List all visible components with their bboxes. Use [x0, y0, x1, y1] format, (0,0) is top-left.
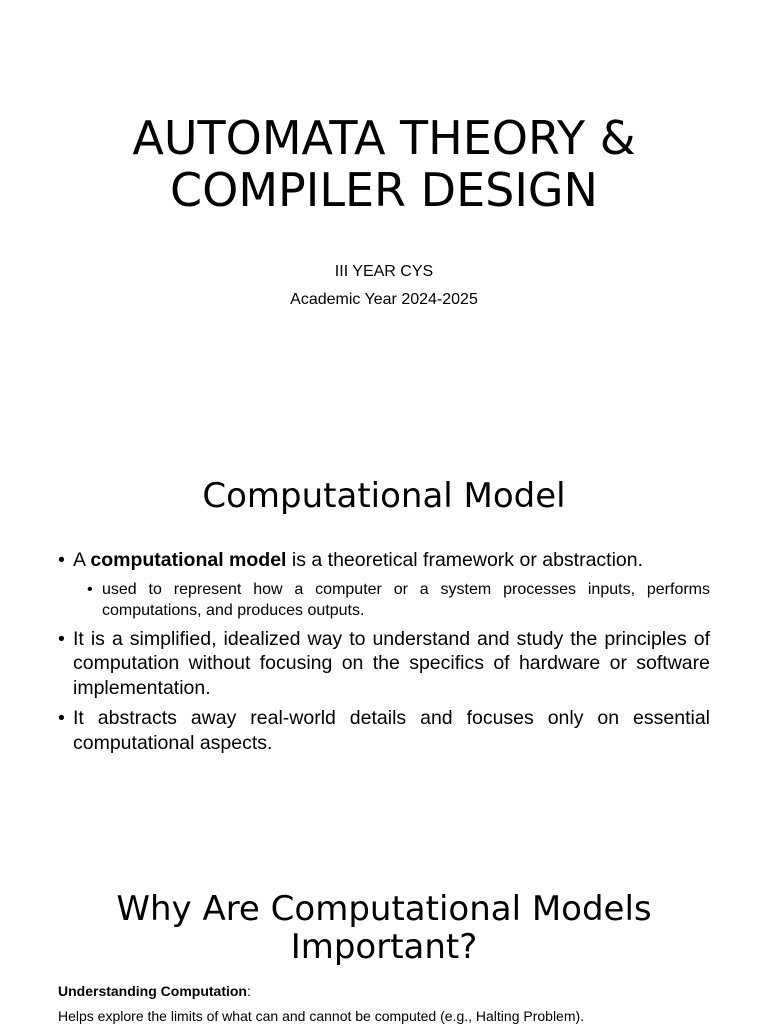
bullet-text: It abstracts away real-world details and focuses only on essential computational aspects.: [73, 707, 710, 754]
importance-slide: [0, 880, 768, 1024]
bullet-text: A: [73, 549, 91, 571]
slide-title: Computational Model: [202, 476, 566, 516]
title-slide: [0, 0, 768, 430]
slide-subtitle: III YEAR CYS: [334, 263, 434, 280]
sub-bullet-item: [87, 579, 710, 621]
bullet-item: [58, 706, 710, 755]
section-heading: [58, 983, 251, 999]
section-heading-colon: :: [247, 983, 251, 999]
slide-title-line1: AUTOMATA THEORY &: [132, 111, 636, 165]
section-text: Helps explore the limits of what can and cannot be computed (e.g., Halting Problem).: [58, 1008, 585, 1024]
slide-title: [0, 890, 768, 966]
academic-year: Academic Year 2024-2025: [290, 291, 478, 308]
bullet-text: is a theoretical framework or abstraction.: [286, 549, 644, 571]
slide-title-line2: COMPILER DESIGN: [170, 163, 598, 217]
slide-title-line2: Important?: [290, 927, 478, 967]
slide-title-line1: Why Are Computational Models: [116, 889, 652, 929]
section-heading-text: Understanding Computation: [58, 983, 247, 999]
bullet-list: [58, 548, 710, 761]
sub-bullet-text: used to represent how a computer or a system processes inputs, performs computations, and produces outputs.: [102, 580, 710, 619]
bullet-item: [58, 548, 710, 573]
slide-title: [0, 112, 768, 216]
computational-model-slide: [0, 440, 768, 850]
bullet-text: It is a simplified, idealized way to understand and study the principles of computation without focusing on the specifics of hardware or software implementation.: [73, 627, 710, 699]
bullet-bold-term: computational model: [90, 549, 287, 571]
bullet-item: [58, 627, 710, 701]
